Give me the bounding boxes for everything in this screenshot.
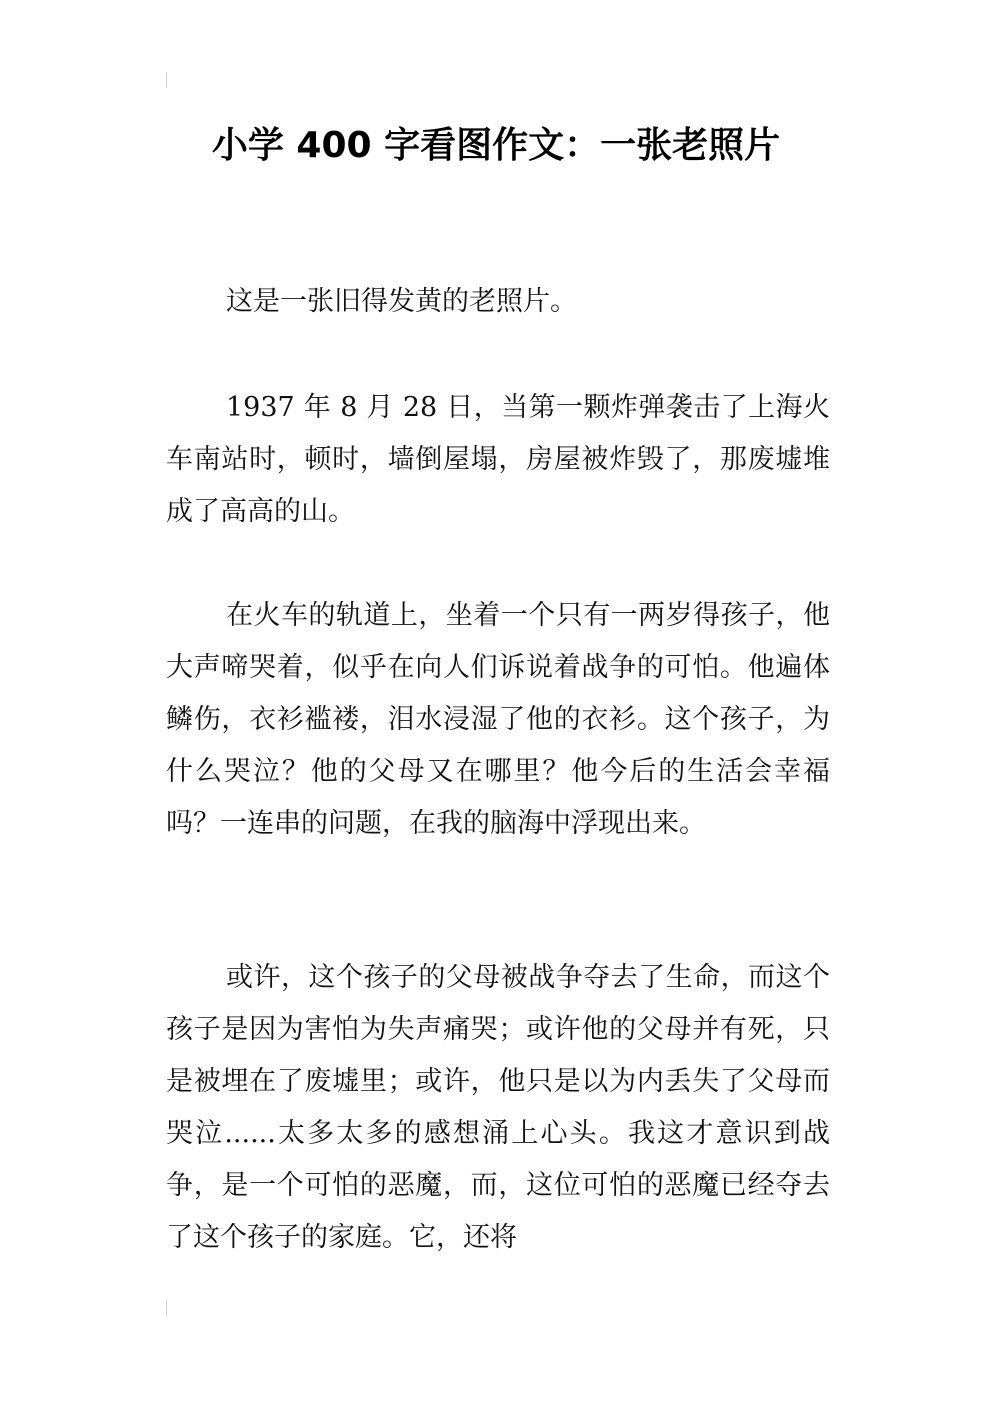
page-corner-mark-top [166, 72, 167, 88]
paragraph-2: 1937 年 8 月 28 日，当第一颗炸弹袭击了上海火车南站时，顿时，墙倒屋塌，房屋被炸毁了，那废墟堆成了高高的山。 [166, 392, 830, 527]
page-corner-mark-bottom [166, 1300, 167, 1316]
paragraph-3: 在火车的轨道上，坐着一个只有一两岁得孩子，他大声啼哭着，似乎在向人们诉说着战争的可怕。他遍体鳞伤，衣衫褴褛，泪水浸湿了他的衣衫。这个孩子，为什么哭泣？他的父母又在哪里？他今后的生活会幸福吗？一连串的问题，在我的脑海中浮现出来。 [166, 600, 830, 839]
paragraph-1: 这是一张旧得发黄的老照片。 [226, 286, 577, 317]
paragraph-4: 或许，这个孩子的父母被战争夺去了生命，而这个孩子是因为害怕为失声痛哭；或许他的父母并有死，只是被埋在了废墟里；或许，他只是以为内丢失了父母而哭泣......太多太多的感想涌上心头。我这才意识到战争，是一个可怕的恶魔，而，这位可怕的恶魔已经夺去了这个孩子的家庭。它，还将 [166, 962, 830, 1253]
document-title: 小学 400 字看图作文：一张老照片 [211, 125, 781, 166]
